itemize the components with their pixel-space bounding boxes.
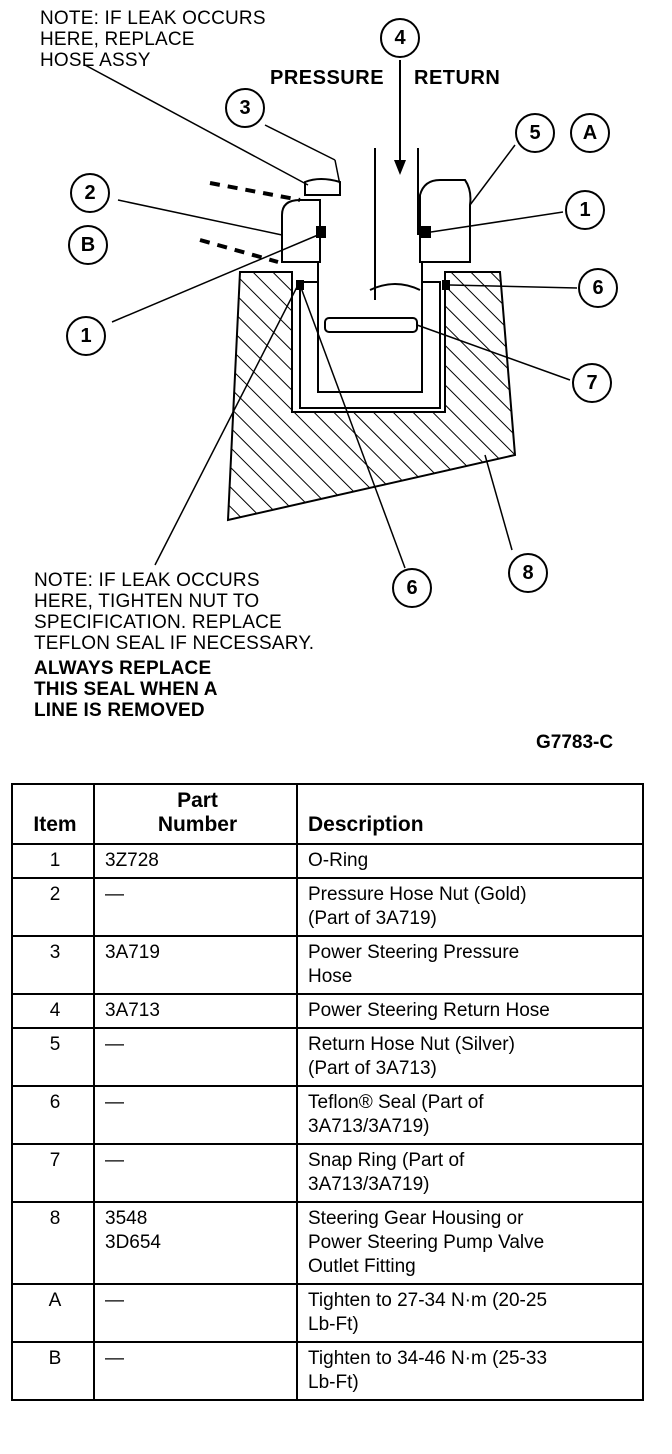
- table-row: [12, 878, 643, 936]
- table-row: [12, 936, 643, 994]
- label-pressure: PRESSURE: [270, 67, 385, 89]
- cell-item: 3: [12, 936, 94, 994]
- callout-3: 3: [225, 88, 265, 128]
- header-part-number: Part Number: [94, 784, 297, 844]
- callout-5: 5: [515, 113, 555, 153]
- cell-part: —: [94, 1028, 297, 1086]
- table-row: [12, 1202, 643, 1284]
- cell-part: —: [94, 1342, 297, 1400]
- table-row: [12, 1028, 643, 1086]
- figure-id: G7783-C: [536, 732, 614, 753]
- note-top: NOTE: IF LEAK OCCURS HERE, REPLACE HOSE ASSY: [40, 8, 266, 71]
- cell-item: 8: [12, 1202, 94, 1284]
- callout-1-left: 1: [66, 316, 106, 356]
- table-row: [12, 1086, 643, 1144]
- cell-item: 4: [12, 994, 94, 1028]
- callout-6-bottom: 6: [392, 568, 432, 608]
- label-return: RETURN: [414, 67, 501, 89]
- parts-table: [11, 783, 644, 1401]
- callout-a: A: [570, 113, 610, 153]
- cell-item: 6: [12, 1086, 94, 1144]
- o-ring-right: [421, 226, 431, 238]
- teflon-seal-right: [442, 280, 450, 290]
- cell-item: A: [12, 1284, 94, 1342]
- callout-7: 7: [572, 363, 612, 403]
- cell-description: Power Steering Return Hose: [297, 994, 643, 1028]
- pressure-nut: [282, 200, 320, 262]
- cell-part: 3A713: [94, 994, 297, 1028]
- cell-item: 5: [12, 1028, 94, 1086]
- callout-4: 4: [380, 18, 420, 58]
- callout-6-right: 6: [578, 268, 618, 308]
- table-row: [12, 1284, 643, 1342]
- callout-1-right: 1: [565, 190, 605, 230]
- cell-part: 3548 3D654: [94, 1202, 297, 1284]
- table-row: [12, 1342, 643, 1400]
- cell-item: 7: [12, 1144, 94, 1202]
- cell-description: Steering Gear Housing or Power Steering Pump Valve Outlet Fitting: [297, 1202, 643, 1284]
- cell-part: 3Z728: [94, 844, 297, 878]
- callout-8: 8: [508, 553, 548, 593]
- cell-description: Pressure Hose Nut (Gold) (Part of 3A719): [297, 878, 643, 936]
- cell-description: Tighten to 34-46 N·m (25-33 Lb-Ft): [297, 1342, 643, 1400]
- note-bottom: NOTE: IF LEAK OCCURS HERE, TIGHTEN NUT TO SPECIFICATION. REPLACE TEFLON SEAL IF NECESSARY.: [34, 570, 315, 654]
- cell-description: Snap Ring (Part of 3A713/3A719): [297, 1144, 643, 1202]
- cell-description: O-Ring: [297, 844, 643, 878]
- cell-part: —: [94, 1086, 297, 1144]
- table-row: [12, 844, 643, 878]
- cell-item: 1: [12, 844, 94, 878]
- header-item: Item: [12, 784, 94, 844]
- cell-part: —: [94, 1144, 297, 1202]
- cell-description: Teflon® Seal (Part of 3A713/3A719): [297, 1086, 643, 1144]
- note-bottom-bold: ALWAYS REPLACE THIS SEAL WHEN A LINE IS REMOVED: [34, 658, 218, 721]
- cell-part: 3A719: [94, 936, 297, 994]
- cell-description: Tighten to 27-34 N·m (20-25 Lb-Ft): [297, 1284, 643, 1342]
- cell-description: Power Steering Pressure Hose: [297, 936, 643, 994]
- return-nut: [420, 180, 470, 262]
- header-description: Description: [297, 784, 643, 844]
- cell-description: Return Hose Nut (Silver) (Part of 3A713): [297, 1028, 643, 1086]
- cell-part: —: [94, 1284, 297, 1342]
- cell-item: B: [12, 1342, 94, 1400]
- o-ring-left: [316, 226, 326, 238]
- callout-b: B: [68, 225, 108, 265]
- cell-part: —: [94, 878, 297, 936]
- table-header-row: [12, 784, 643, 844]
- snap-ring: [325, 318, 417, 332]
- cell-item: 2: [12, 878, 94, 936]
- callout-2: 2: [70, 173, 110, 213]
- table-row: [12, 994, 643, 1028]
- table-row: [12, 1144, 643, 1202]
